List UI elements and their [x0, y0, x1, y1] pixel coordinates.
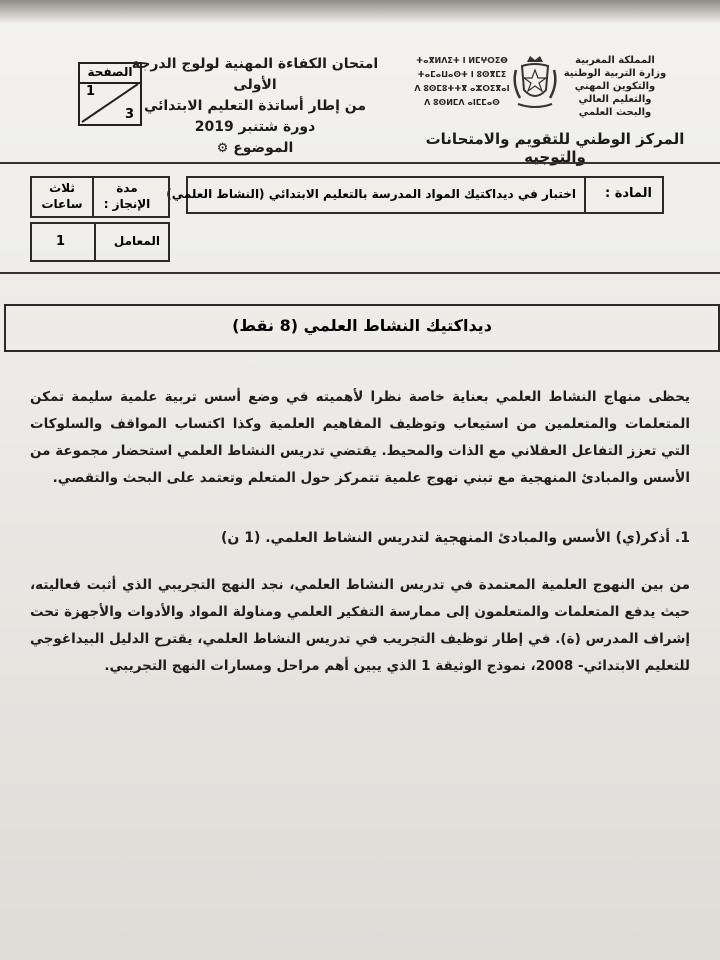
duration-label-line-1: مدة — [116, 181, 138, 195]
page-label: الصفحة — [80, 64, 140, 84]
subject-box — [166, 176, 664, 214]
tifinagh-ministry-text — [412, 54, 512, 110]
ministry-line-1: المملكة المغربية — [575, 55, 655, 66]
topic-label: الموضوع — [233, 140, 294, 156]
coefficient-label: المعامل — [113, 234, 160, 248]
ministry-name — [560, 54, 670, 119]
duration-label-line-2: الإنجاز : — [103, 197, 151, 211]
ministry-line-2: وزارة التربية الوطنية — [563, 68, 667, 79]
page-edge-shadow — [0, 0, 720, 24]
tifinagh-line-1: ⵜⴰⴳⵍⴷⵉⵜ ⵏ ⵍⵎⵖⵔⵉⴱ — [416, 56, 508, 65]
exam-title: امتحان الكفاءة المهنية لولوج الدرجة الأولى — [131, 56, 379, 93]
coefficient-value: 1 — [56, 234, 66, 249]
context-paragraph: من بين النهوج العلمية المعتمدة في تدريس النشاط العلمي، نجد النهج التجريبي الذي أثبت فعاليته، حيث يدفع المتعلمات والمتعلمون إلى ممارسة التفكير العلمي ومناولة المواد والأدوات والأجهزة تحت إشراف المدرس (ة). في إطار توظيف التجريب في تدريس النشاط العلمي، يقترح الدليل البيداغوجي للتعليم الابتدائي- 2008، نموذج الوثيقة 1 الذي يبين أهم مراحل ومسارات النهج التجريبي. — [30, 577, 690, 674]
ministry-line-4: والتعليم العالي والبحث العلمي — [578, 94, 652, 118]
topic-label-row — [120, 138, 390, 159]
exam-session: دورة شتنبر 2019 — [194, 119, 316, 135]
duration-value-line-1: ثلاث — [49, 181, 75, 195]
duration-label — [92, 180, 162, 212]
header-divider — [0, 162, 720, 164]
gear-icon: ⚙ — [216, 141, 229, 156]
tifinagh-line-3: ⴷ ⵓⵙⵎⵓⵜⵜⴳ ⴰⵣⵔⵉⴳⴰⵏ — [414, 84, 510, 93]
section-title: ديداكتيك النشاط العلمي (8 نقط) — [232, 316, 492, 335]
page-number-box — [78, 62, 142, 126]
duration-box — [30, 176, 170, 218]
info-divider — [0, 272, 720, 274]
coefficient-divider — [94, 224, 96, 260]
exam-title-block — [120, 54, 390, 159]
intro-paragraph: يحظى منهاج النشاط العلمي بعناية خاصة نظرا لأهميته في وضع أسس تربية علمية سليمة تمكن المتعلمات والمتعلمين من استيعاب وتوظيف المفاهيم العلمية وكذا اكتساب المواقف والسلوكات التي تعزز التفاعل العقلاني مع الذات والمحيط. يقتضي تدريس النشاط العلمي استحضار مجموعة من الأسس والمبادئ المنهجية مع تبني نهوج علمية تتمركز حول المتعلم وتعتمد على البحث والتقصي. — [30, 389, 690, 486]
ministry-line-3: والتكوين المهني — [574, 81, 656, 92]
duration-value-line-2: ساعات — [41, 197, 83, 211]
coat-of-arms-icon — [510, 52, 560, 112]
section-title-box — [4, 304, 720, 352]
coefficient-box — [30, 222, 170, 262]
page-current: 1 — [86, 84, 96, 99]
tifinagh-line-4: ⴷ ⵓⵙⵍⵎⴷ ⴰⵏⵎⵎⴰⵙ — [424, 98, 500, 107]
tifinagh-line-2: ⵜⴰⵎⴰⵡⴰⵙⵜ ⵏ ⵓⵙⴳⵎⵉ — [417, 70, 507, 79]
subject-divider — [584, 178, 586, 212]
subject-label: المادة : — [604, 186, 652, 201]
exam-subtitle: من إطار أساتذة التعليم الابتدائي — [143, 98, 367, 114]
national-center-name: المركز الوطني للتقويم والامتحانات والتوجيه — [425, 130, 685, 166]
duration-divider — [92, 178, 94, 216]
duration-value — [34, 180, 90, 212]
subject-value: اختبار في ديداكتيك المواد المدرسة بالتعليم الابتدائي (النشاط العلمي) — [166, 187, 576, 201]
page-total: 3 — [124, 107, 134, 122]
question-1: 1. أذكر(ي) الأسس والمبادئ المنهجية لتدريس النشاط العلمي. (1 ن) — [220, 530, 690, 546]
